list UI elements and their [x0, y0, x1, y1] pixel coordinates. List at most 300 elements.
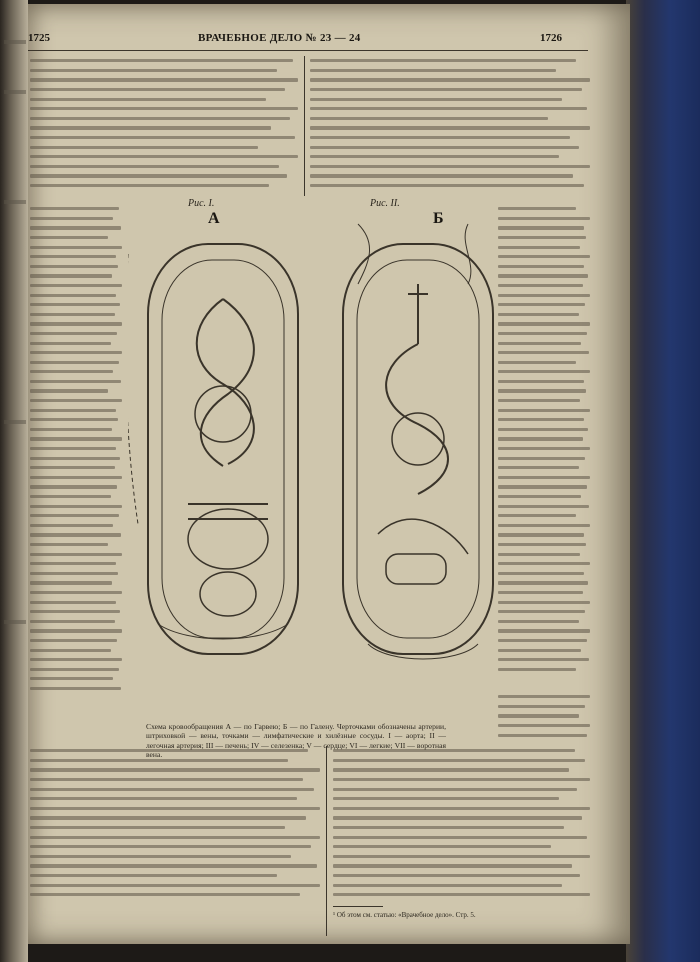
text-line — [498, 434, 590, 444]
text-line-ink — [30, 351, 122, 354]
text-line — [30, 655, 122, 665]
text-line — [498, 425, 590, 435]
text-line-ink — [498, 476, 590, 479]
text-line-ink — [310, 107, 587, 110]
text-line-ink — [30, 845, 311, 848]
journal-title: ВРАЧЕБНОЕ ДЕЛО № 23 — 24 — [198, 32, 361, 44]
text-line — [333, 823, 590, 833]
column-divider — [304, 56, 305, 196]
text-line — [30, 626, 122, 636]
text-line-ink — [498, 255, 590, 258]
text-line — [498, 271, 590, 281]
text-line — [498, 511, 590, 521]
text-line-ink — [30, 226, 121, 229]
text-line-ink — [498, 303, 585, 306]
text-line-ink — [498, 409, 590, 412]
figure-caption: Схема кровообращения А — по Гарвею; Б — по Галену. Черточками обозначены артерии, штриховкой — вены, точками — лимфатические и хилёзные сосуды. I — аорта; II — легочная артерия; III — печень; IV — селезенка; V — сердце; VI — легкие; VII — воротная вена. — [146, 722, 446, 760]
edge-text-line — [4, 90, 26, 94]
text-line-ink — [30, 543, 108, 546]
text-line-ink — [310, 146, 579, 149]
text-line — [30, 319, 122, 329]
text-column-right-narrow — [498, 204, 590, 679]
text-line — [310, 104, 590, 114]
text-line — [30, 636, 122, 646]
text-line-ink — [498, 714, 579, 717]
text-line-ink — [30, 184, 269, 187]
text-line — [498, 358, 590, 368]
text-line — [30, 85, 298, 95]
text-line — [30, 540, 122, 550]
text-line-ink — [498, 226, 584, 229]
text-line-ink — [333, 826, 564, 829]
text-line — [498, 319, 590, 329]
text-column-top-right — [310, 56, 590, 196]
text-line-ink — [30, 155, 298, 158]
text-line-ink — [310, 59, 576, 62]
text-line — [498, 453, 590, 463]
figure-1-label: Рис. I. — [188, 198, 215, 209]
text-line — [498, 597, 590, 607]
text-line — [333, 794, 590, 804]
text-line-ink — [30, 255, 116, 258]
text-line-ink — [498, 322, 590, 325]
text-line-ink — [30, 864, 317, 867]
text-line — [498, 540, 590, 550]
text-line-ink — [30, 884, 320, 887]
text-line-ink — [498, 351, 589, 354]
edge-text-line — [4, 420, 26, 424]
text-column-bottom-left — [30, 746, 320, 906]
text-line-ink — [30, 495, 111, 498]
text-line-ink — [30, 466, 115, 469]
vessel-b — [358, 224, 471, 284]
text-line — [498, 396, 590, 406]
edge-text-line — [4, 40, 26, 44]
text-line — [333, 775, 590, 785]
text-line-ink — [310, 69, 556, 72]
text-line — [30, 501, 122, 511]
text-line-ink — [498, 649, 581, 652]
text-line — [30, 386, 122, 396]
text-line — [498, 721, 590, 731]
text-line — [498, 665, 590, 675]
text-line-ink — [498, 629, 590, 632]
text-line-ink — [498, 332, 587, 335]
text-line-ink — [30, 274, 112, 277]
text-line — [30, 162, 298, 172]
text-line — [30, 434, 122, 444]
text-line-ink — [30, 284, 122, 287]
text-line-ink — [498, 553, 580, 556]
text-line-ink — [498, 447, 590, 450]
text-line-ink — [498, 543, 586, 546]
book-page — [28, 4, 630, 944]
text-line-ink — [310, 136, 570, 139]
text-line-ink — [498, 265, 584, 268]
text-line-ink — [498, 207, 576, 210]
text-line-ink — [333, 864, 572, 867]
text-line-ink — [30, 629, 122, 632]
text-line — [30, 396, 122, 406]
text-line — [498, 711, 590, 721]
text-column-top-left — [30, 56, 298, 196]
text-line-ink — [498, 705, 585, 708]
text-line-ink — [498, 428, 588, 431]
text-line-ink — [498, 581, 588, 584]
text-line-ink — [333, 893, 590, 896]
text-line-ink — [498, 389, 586, 392]
text-line-ink — [498, 418, 584, 421]
column-divider — [326, 746, 327, 936]
text-line — [30, 530, 122, 540]
text-line — [30, 123, 298, 133]
text-line — [498, 252, 590, 262]
page-number-right: 1726 — [540, 32, 562, 44]
vessel-a — [197, 299, 254, 464]
edge-text-line — [4, 200, 26, 204]
text-line — [333, 880, 590, 890]
text-line — [498, 444, 590, 454]
text-line — [30, 765, 320, 775]
text-line — [30, 578, 122, 588]
text-line-ink — [30, 581, 112, 584]
spleen-a — [200, 572, 256, 616]
text-line — [30, 823, 320, 833]
text-line-ink — [30, 610, 120, 613]
text-line-ink — [498, 734, 587, 737]
text-line-ink — [30, 136, 295, 139]
text-line — [310, 123, 590, 133]
text-line — [498, 569, 590, 579]
text-line-ink — [333, 797, 559, 800]
circulation-diagram — [128, 198, 444, 674]
text-line — [30, 492, 122, 502]
text-line — [30, 223, 122, 233]
text-line-ink — [30, 59, 293, 62]
text-line — [498, 521, 590, 531]
text-line — [498, 692, 590, 702]
text-line — [498, 645, 590, 655]
text-line-ink — [333, 778, 590, 781]
text-line-ink — [30, 855, 291, 858]
text-line — [310, 85, 590, 95]
text-line — [498, 588, 590, 598]
text-line-ink — [498, 361, 576, 364]
text-line-ink — [498, 591, 583, 594]
text-line-ink — [30, 236, 108, 239]
text-line-ink — [333, 816, 582, 819]
text-line-ink — [30, 788, 314, 791]
text-line — [30, 290, 122, 300]
text-line — [30, 861, 320, 871]
text-line — [30, 281, 122, 291]
text-line — [30, 405, 122, 415]
text-line — [498, 530, 590, 540]
text-line — [498, 492, 590, 502]
text-line — [30, 804, 320, 814]
text-line — [498, 377, 590, 387]
text-line — [498, 262, 590, 272]
text-line-ink — [310, 98, 562, 101]
text-line-ink — [498, 724, 590, 727]
text-line — [30, 133, 298, 143]
text-line — [498, 730, 590, 740]
text-line — [333, 890, 590, 900]
text-line — [498, 549, 590, 559]
text-line-ink — [30, 174, 287, 177]
text-line — [30, 415, 122, 425]
text-line — [333, 765, 590, 775]
text-line — [30, 171, 298, 181]
text-line — [310, 181, 590, 191]
text-line — [30, 271, 122, 281]
heart-b — [392, 413, 444, 465]
text-line — [30, 511, 122, 521]
text-line-ink — [498, 610, 585, 613]
text-line — [498, 310, 590, 320]
text-line — [498, 415, 590, 425]
text-line — [498, 405, 590, 415]
text-line — [30, 645, 122, 655]
text-line — [30, 463, 122, 473]
text-line-ink — [498, 639, 587, 642]
text-line — [333, 784, 590, 794]
text-line — [30, 607, 122, 617]
text-line — [30, 794, 320, 804]
text-line-ink — [498, 620, 579, 623]
text-line — [498, 348, 590, 358]
text-line — [498, 626, 590, 636]
vessel-b — [386, 344, 448, 494]
text-line — [498, 482, 590, 492]
text-line-ink — [498, 668, 576, 671]
text-line — [30, 56, 298, 66]
text-line-ink — [30, 514, 119, 517]
liver-b — [378, 519, 468, 554]
text-line — [30, 348, 122, 358]
text-line-ink — [498, 485, 587, 488]
text-line — [30, 684, 122, 694]
body-inner-a — [162, 260, 284, 638]
text-line-ink — [498, 380, 584, 383]
text-line-ink — [30, 658, 122, 661]
text-line — [498, 702, 590, 712]
text-line — [498, 367, 590, 377]
text-line-ink — [30, 797, 297, 800]
text-line — [30, 367, 122, 377]
text-line — [30, 852, 320, 862]
text-line-ink — [30, 437, 122, 440]
heart-a — [195, 386, 251, 442]
text-line — [498, 281, 590, 291]
text-line — [333, 842, 590, 852]
text-line — [30, 559, 122, 569]
text-line — [498, 214, 590, 224]
text-line-ink — [30, 303, 120, 306]
body-outline-a — [148, 244, 298, 654]
text-line-ink — [30, 165, 279, 168]
text-line — [30, 775, 320, 785]
text-line-ink — [498, 437, 583, 440]
text-line-ink — [30, 69, 277, 72]
text-line-ink — [30, 380, 121, 383]
text-line — [30, 252, 122, 262]
text-line-ink — [498, 294, 590, 297]
text-line — [498, 300, 590, 310]
text-line — [333, 832, 590, 842]
text-column-left-narrow — [30, 204, 122, 699]
text-line — [310, 162, 590, 172]
text-line-ink — [333, 836, 587, 839]
text-line — [30, 674, 122, 684]
text-line-ink — [310, 155, 559, 158]
text-line-ink — [30, 668, 119, 671]
organ-b — [386, 554, 446, 584]
text-line-ink — [498, 601, 590, 604]
text-line-ink — [30, 107, 298, 110]
text-line-ink — [498, 313, 579, 316]
text-line — [30, 784, 320, 794]
figure-letter-a: А — [208, 210, 220, 227]
text-line — [333, 852, 590, 862]
text-line-ink — [30, 98, 266, 101]
text-line-ink — [30, 117, 290, 120]
text-line — [30, 338, 122, 348]
text-line — [333, 804, 590, 814]
text-line-ink — [30, 342, 111, 345]
text-line-ink — [498, 274, 588, 277]
text-line-ink — [30, 620, 115, 623]
text-line-ink — [333, 884, 562, 887]
text-line-ink — [30, 126, 271, 129]
text-line — [30, 114, 298, 124]
text-line — [333, 813, 590, 823]
text-line-ink — [498, 457, 585, 460]
text-line-ink — [30, 313, 115, 316]
text-line-ink — [30, 265, 118, 268]
text-line — [498, 463, 590, 473]
text-line-ink — [30, 639, 117, 642]
text-line — [498, 607, 590, 617]
text-line — [30, 204, 122, 214]
text-line — [498, 636, 590, 646]
text-line-ink — [498, 236, 586, 239]
text-line — [30, 152, 298, 162]
text-line-ink — [30, 418, 118, 421]
text-line — [30, 262, 122, 272]
text-line — [30, 521, 122, 531]
text-line-ink — [30, 591, 122, 594]
text-line-ink — [498, 342, 581, 345]
text-line-ink — [30, 505, 122, 508]
text-line — [30, 813, 320, 823]
text-line-ink — [30, 768, 320, 771]
text-line-ink — [30, 370, 113, 373]
text-line-ink — [310, 184, 584, 187]
text-line — [30, 588, 122, 598]
text-line — [498, 338, 590, 348]
figure-2-label: Рис. II. — [370, 198, 400, 209]
footnote: ¹ Об этом см. статью: «Врачебное дело». Стр. 5. — [333, 911, 476, 919]
text-line — [310, 171, 590, 181]
text-line — [30, 214, 122, 224]
text-line-ink — [498, 284, 583, 287]
text-line — [498, 559, 590, 569]
text-line — [498, 655, 590, 665]
text-column-bottom-right — [333, 746, 590, 901]
text-line-ink — [498, 495, 581, 498]
text-line — [30, 617, 122, 627]
text-line — [498, 386, 590, 396]
text-line — [30, 377, 122, 387]
text-line-ink — [30, 826, 285, 829]
text-line-ink — [333, 855, 590, 858]
text-line-ink — [30, 217, 113, 220]
text-line — [498, 242, 590, 252]
text-line-ink — [498, 399, 580, 402]
text-line-ink — [30, 399, 122, 402]
text-line-ink — [498, 514, 576, 517]
text-line-ink — [333, 845, 551, 848]
text-line-ink — [498, 572, 584, 575]
text-line-ink — [30, 361, 119, 364]
text-line-ink — [30, 246, 122, 249]
text-line — [498, 473, 590, 483]
text-line — [30, 233, 122, 243]
text-line — [30, 242, 122, 252]
text-line — [30, 473, 122, 483]
text-line — [30, 832, 320, 842]
diagram-drawing — [128, 204, 508, 674]
text-line — [30, 142, 298, 152]
lymph-a — [128, 254, 138, 524]
text-line-ink — [310, 117, 548, 120]
text-line-ink — [498, 246, 580, 249]
text-line-ink — [30, 524, 113, 527]
text-line-ink — [30, 485, 117, 488]
text-line — [30, 329, 122, 339]
text-line — [498, 204, 590, 214]
text-line — [333, 871, 590, 881]
text-line — [310, 66, 590, 76]
text-line-ink — [30, 562, 116, 565]
text-line-ink — [498, 562, 590, 565]
text-line — [310, 94, 590, 104]
footnote-rule — [333, 906, 383, 907]
text-line-ink — [498, 658, 589, 661]
text-line — [30, 890, 320, 900]
text-line-ink — [30, 207, 119, 210]
text-line-ink — [30, 677, 113, 680]
text-line — [30, 665, 122, 675]
text-line — [498, 223, 590, 233]
text-line-ink — [30, 322, 122, 325]
text-line — [30, 300, 122, 310]
text-line-ink — [310, 88, 582, 91]
header-rule — [28, 50, 588, 51]
text-line-ink — [498, 533, 584, 536]
text-line-ink — [30, 88, 285, 91]
text-line-ink — [30, 893, 300, 896]
vessel-b — [408, 284, 428, 344]
text-column-right-lower — [498, 692, 590, 742]
text-line — [498, 233, 590, 243]
text-line-ink — [30, 294, 116, 297]
book-binding — [626, 0, 700, 962]
text-line-ink — [30, 146, 258, 149]
text-line — [30, 358, 122, 368]
text-line — [498, 578, 590, 588]
